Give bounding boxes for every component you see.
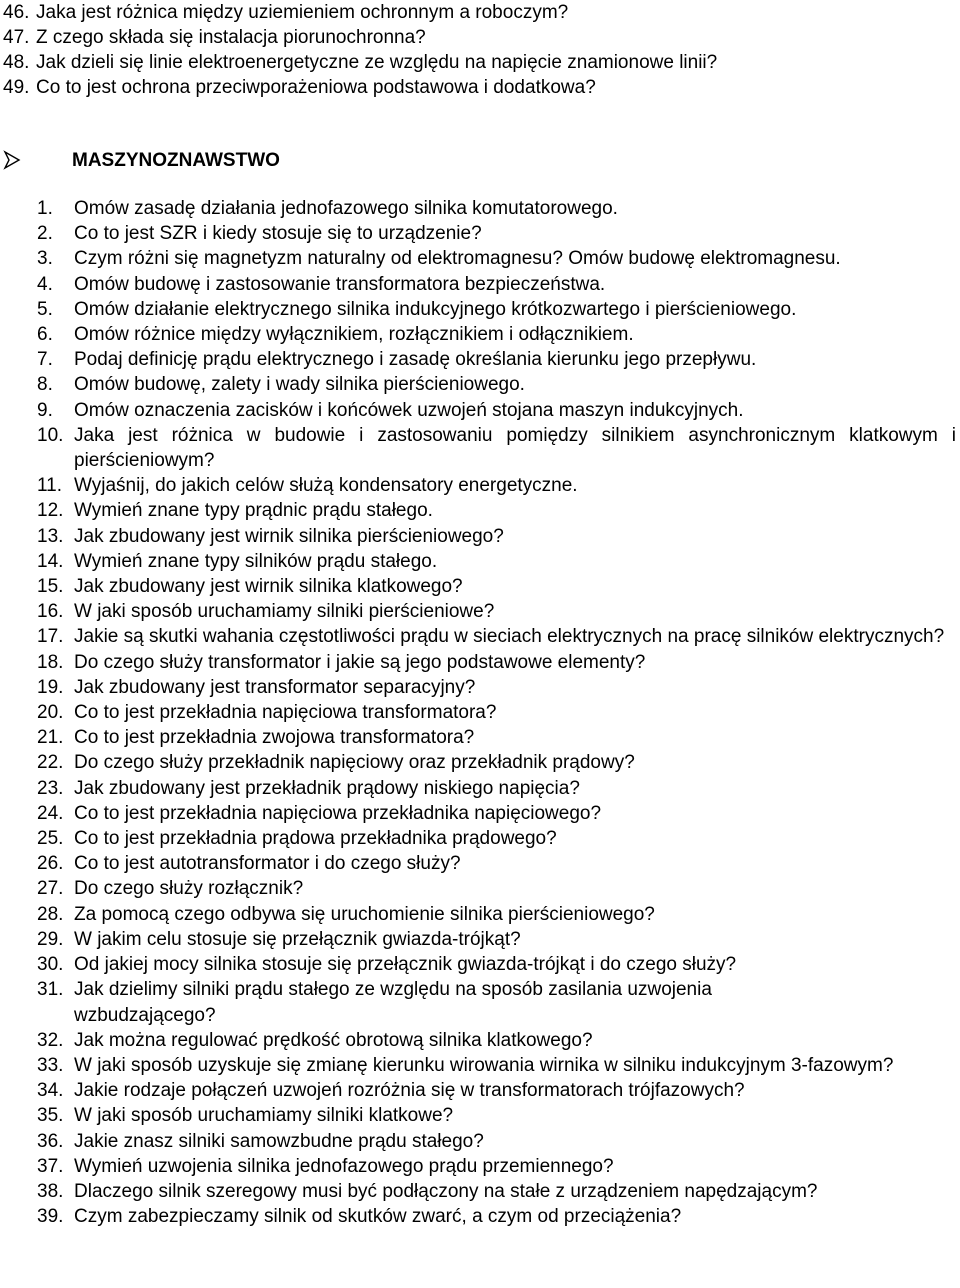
list-item [0, 1154, 960, 1179]
item-text: Jak zbudowany jest wirnik silnika klatkowego? [74, 576, 463, 598]
item-text: Omów budowę, zalety i wady silnika pierścieniowego. [74, 374, 525, 396]
list-item [0, 650, 960, 675]
list-item [0, 221, 960, 246]
list-item [0, 1129, 960, 1154]
list-item [0, 347, 960, 372]
item-number: 9. [37, 399, 53, 421]
item-number: 47. [3, 27, 30, 48]
item-number: 48. [3, 52, 30, 73]
list-item [0, 549, 960, 574]
item-text: Wymień znane typy silników prądu stałego. [74, 550, 438, 572]
list-item [0, 1078, 960, 1103]
list-item [0, 624, 960, 649]
list-item [0, 574, 960, 599]
list-item [0, 75, 960, 100]
list-item [0, 372, 960, 397]
item-text: Jakie rodzaje połączeń uzwojeń rozróżnia się w transformatorach trójfazowych? [74, 1080, 745, 1102]
item-text: Wymień znane typy prądnic prądu stałego. [74, 500, 433, 522]
item-text: Jak zbudowany jest transformator separacyjny? [74, 676, 476, 698]
list-item [0, 977, 960, 1027]
item-number: 4. [37, 273, 53, 295]
item-text: Podaj definicję prądu elektrycznego i zasadę określania kierunku jego przepływu. [74, 349, 757, 371]
list-item [0, 876, 960, 901]
item-text: Omów różnice między wyłącznikiem, rozłącznikiem i odłącznikiem. [74, 324, 634, 346]
item-number: 31. [37, 979, 64, 1001]
item-number: 5. [37, 298, 53, 320]
list-item [0, 801, 960, 826]
item-text: W jaki sposób uruchamiamy silniki klatkowe? [74, 1105, 454, 1127]
item-number: 18. [37, 651, 64, 673]
item-number: 28. [37, 903, 64, 925]
list-item [0, 423, 960, 473]
list-item [0, 599, 960, 624]
item-number: 11. [37, 475, 63, 497]
item-number: 29. [37, 928, 64, 950]
list-item [0, 1103, 960, 1128]
list-item [0, 750, 960, 775]
item-number: 12. [37, 500, 64, 522]
item-text: Jak zbudowany jest przekładnik prądowy niskiego napięcia? [74, 777, 580, 799]
item-text: Jak dzieli się linie elektroenergetyczne ze względu na napięcie znamionowe linii? [36, 52, 718, 73]
item-text: Jakie znasz silniki samowzbudne prądu stałego? [74, 1130, 484, 1152]
item-number: 8. [37, 374, 53, 396]
list-item [0, 498, 960, 523]
item-number: 3. [37, 248, 53, 270]
item-text: Omów oznaczenia zacisków i końcówek uzwojeń stojana maszyn indukcyjnych. [74, 399, 744, 421]
item-number: 19. [37, 676, 64, 698]
item-number: 22. [37, 752, 64, 774]
item-number: 34. [37, 1080, 64, 1102]
item-number: 23. [37, 777, 64, 799]
item-text: W jaki sposób uruchamiamy silniki pierścieniowe? [74, 601, 495, 623]
list-item [0, 246, 960, 271]
arrowhead-bullet-icon [2, 150, 22, 170]
list-item [0, 297, 960, 322]
item-text: Omów zasadę działania jednofazowego silnika komutatorowego. [74, 198, 618, 219]
list-item [0, 50, 960, 75]
item-number: 6. [37, 324, 53, 346]
item-text: Jaka jest różnica w budowie i zastosowaniu pomiędzy silnikiem asynchronicznym klatkowym i pierścieniowym? [74, 424, 956, 472]
item-number: 26. [37, 853, 64, 875]
list-item [0, 902, 960, 927]
list-item [0, 700, 960, 725]
item-number: 1. [37, 198, 53, 219]
item-number: 17. [37, 626, 64, 648]
item-text: Czym zabezpieczamy silnik od skutków zwarć, a czym od przeciążenia? [74, 1206, 682, 1228]
item-text: Wyjaśnij, do jakich celów służą kondensatory energetyczne. [74, 475, 578, 497]
item-text: Jak można regulować prędkość obrotową silnika klatkowego? [74, 1029, 593, 1051]
item-text: Czym różni się magnetyzm naturalny od elektromagnesu? Omów budowę elektromagnesu. [74, 248, 841, 270]
item-number: 13. [37, 525, 64, 547]
item-text: Jak dzielimy silniki prądu stałego ze względu na sposób zasilania uzwojenia wzbudzającego? [74, 979, 712, 1026]
item-number: 46. [3, 2, 30, 23]
item-number: 37. [37, 1155, 64, 1177]
item-text: Omów działanie elektrycznego silnika indukcyjnego krótkozwartego i pierścieniowego. [74, 298, 797, 320]
item-text: Co to jest przekładnia zwojowa transformatora? [74, 727, 475, 749]
section-heading [0, 146, 960, 176]
item-text: Co to jest przekładnia napięciowa transformatora? [74, 702, 497, 724]
question-list [0, 196, 960, 1229]
item-text: Omów budowę i zastosowanie transformatora bezpieczeństwa. [74, 273, 606, 295]
item-number: 35. [37, 1105, 64, 1127]
item-number: 21. [37, 727, 64, 749]
item-text: Jakie są skutki wahania częstotliwości prądu w sieciach elektrycznych na pracę silników elektrycznych? [74, 626, 945, 648]
list-item [0, 524, 960, 549]
item-number: 14. [37, 550, 64, 572]
list-item [0, 952, 960, 977]
item-number: 2. [37, 223, 53, 245]
item-number: 30. [37, 954, 64, 976]
list-item [0, 1204, 960, 1229]
item-number: 20. [37, 702, 64, 724]
item-text: Co to jest autotransformator i do czego służy? [74, 853, 461, 875]
item-text: Z czego składa się instalacja piorunochronna? [36, 27, 426, 48]
item-number: 15. [37, 576, 64, 598]
item-text: Dlaczego silnik szeregowy musi być podłączony na stałe z urządzeniem napędzającym? [74, 1180, 818, 1202]
list-item [0, 398, 960, 423]
item-text: Wymień uzwojenia silnika jednofazowego prądu przemiennego? [74, 1155, 614, 1177]
list-item [0, 196, 960, 221]
list-item [0, 776, 960, 801]
list-item [0, 473, 960, 498]
list-item [0, 851, 960, 876]
item-text: Do czego służy przekładnik napięciowy oraz przekładnik prądowy? [74, 752, 635, 774]
section-title: MASZYNOZNAWSTWO [72, 150, 280, 171]
item-number: 10. [37, 424, 64, 446]
list-item [0, 0, 960, 25]
item-number: 33. [37, 1054, 64, 1076]
item-text: W jaki sposób uzyskuje się zmianę kierunku wirowania wirnika w silniku indukcyjnym 3-fazowym? [74, 1054, 894, 1076]
item-text: Do czego służy transformator i jakie są jego podstawowe elementy? [74, 651, 646, 673]
item-text: Co to jest przekładnia napięciowa przekładnika napięciowego? [74, 802, 602, 824]
item-number: 36. [37, 1130, 64, 1152]
item-number: 27. [37, 878, 64, 900]
list-item [0, 322, 960, 347]
list-item [0, 1053, 960, 1078]
item-text: W jakim celu stosuje się przełącznik gwiazda-trójkąt? [74, 928, 521, 950]
item-text: Jaka jest różnica między uziemieniem ochronnym a roboczym? [36, 2, 569, 23]
top-question-list [0, 0, 960, 100]
item-text: Co to jest ochrona przeciwporażeniowa podstawowa i dodatkowa? [36, 77, 596, 98]
item-text: Do czego służy rozłącznik? [74, 878, 304, 900]
item-text: Jak zbudowany jest wirnik silnika pierścieniowego? [74, 525, 504, 547]
list-item [0, 725, 960, 750]
list-item [0, 272, 960, 297]
list-item [0, 927, 960, 952]
item-text: Co to jest przekładnia prądowa przekładnika prądowego? [74, 828, 557, 850]
item-number: 25. [37, 828, 64, 850]
item-number: 24. [37, 802, 64, 824]
item-number: 7. [37, 349, 53, 371]
item-number: 39. [37, 1206, 64, 1228]
list-item [0, 826, 960, 851]
item-number: 16. [37, 601, 64, 623]
list-item [0, 675, 960, 700]
item-text: Za pomocą czego odbywa się uruchomienie silnika pierścieniowego? [74, 903, 655, 925]
list-item [0, 1028, 960, 1053]
item-text: Od jakiej mocy silnika stosuje się przełącznik gwiazda-trójkąt i do czego służy? [74, 954, 737, 976]
item-number: 32. [37, 1029, 64, 1051]
item-text: Co to jest SZR i kiedy stosuje się to urządzenie? [74, 223, 482, 245]
list-item [0, 25, 960, 50]
list-item [0, 1179, 960, 1204]
item-number: 38. [37, 1180, 64, 1202]
item-number: 49. [3, 77, 30, 98]
